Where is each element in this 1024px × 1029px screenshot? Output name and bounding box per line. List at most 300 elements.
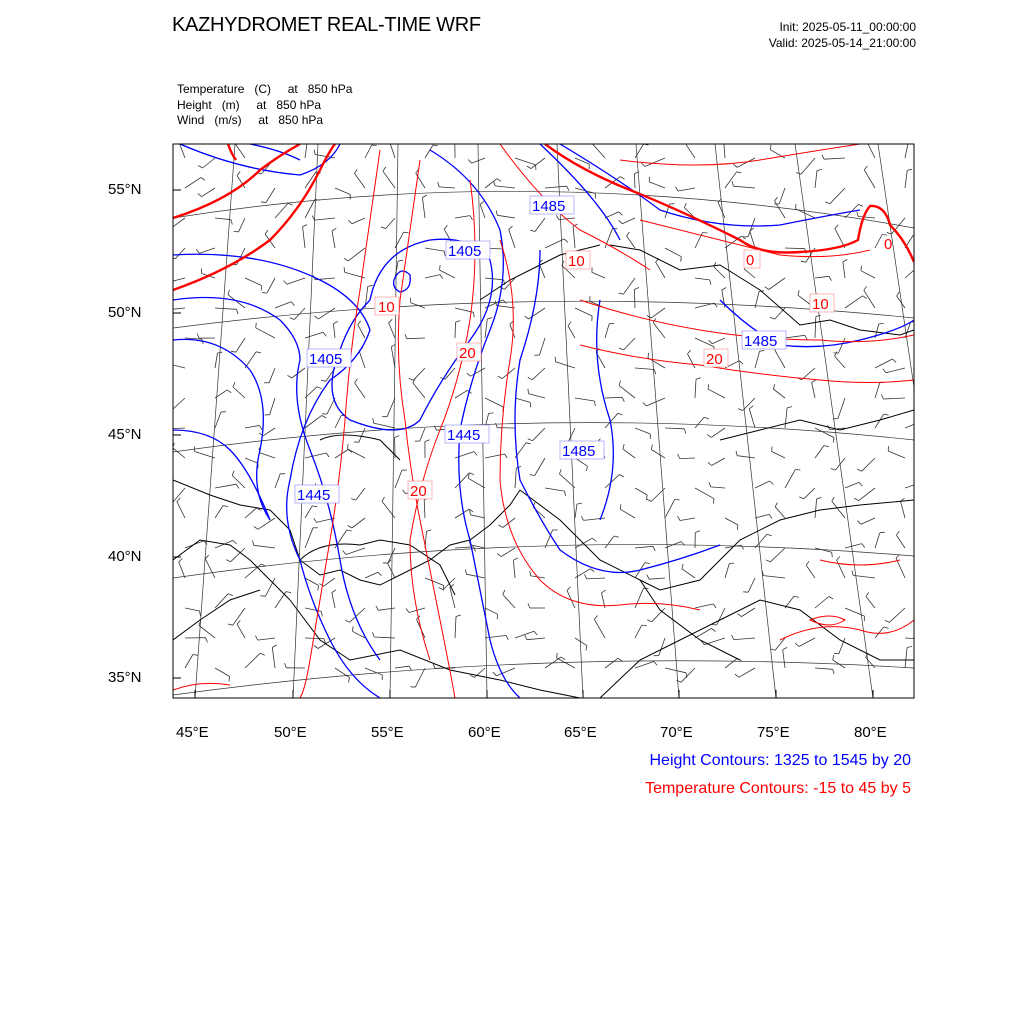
wind-barb-feather	[409, 378, 414, 380]
zero-isotherm	[173, 144, 914, 290]
wind-barb-feather	[620, 177, 624, 180]
wind-barb-feather	[647, 575, 649, 580]
wind-barb-feather	[739, 361, 743, 364]
wind-barb	[785, 248, 805, 249]
wind-barb	[739, 668, 755, 677]
wind-barb	[832, 501, 845, 518]
wind-barb	[529, 308, 545, 319]
temperature-label-text: 10	[812, 296, 829, 313]
wind-barb	[838, 398, 845, 419]
wind-barb	[497, 215, 515, 218]
wind-barb-feather	[722, 288, 726, 291]
wind-barb	[259, 453, 275, 458]
wind-barb-feather	[767, 534, 772, 536]
wind-barb-feather	[799, 497, 804, 499]
wind-barb	[407, 338, 425, 339]
wind-barb	[175, 248, 185, 259]
wind-barb	[455, 452, 474, 458]
wind-barb	[455, 216, 470, 218]
wind-barb	[864, 170, 875, 188]
wind-barb	[748, 578, 755, 592]
wind-barb-feather	[675, 499, 680, 500]
wind-barb-feather	[348, 220, 352, 224]
wind-barb-feather	[286, 592, 291, 593]
borders	[173, 245, 914, 698]
wind-barb-feather	[864, 286, 867, 290]
wind-barb	[305, 332, 323, 338]
wind-barb-feather	[503, 300, 507, 304]
wind-barb-feather	[712, 625, 717, 626]
wind-barb-feather	[505, 454, 508, 458]
wind-barb	[799, 638, 815, 647]
wind-barb	[845, 482, 859, 488]
wind-barb	[656, 262, 665, 278]
wind-barb-feather	[409, 666, 411, 670]
wind-barb-feather	[218, 352, 223, 353]
wind-barb	[425, 248, 444, 251]
wind-barb-feather	[812, 380, 816, 383]
wind-barb-feather	[709, 482, 711, 487]
wind-barb-feather	[682, 564, 683, 569]
wind-barb-feather	[924, 481, 927, 485]
wind-barb-feather	[884, 627, 889, 629]
wind-barb	[178, 141, 185, 158]
wind-barb	[688, 354, 696, 368]
wind-barb	[355, 383, 365, 398]
wind-barb	[875, 235, 882, 249]
height-label	[445, 425, 489, 444]
wind-barb-feather	[347, 530, 352, 531]
wind-barb-feather	[288, 375, 292, 378]
wind-barb-feather	[884, 414, 889, 415]
wind-barb-feather	[389, 319, 393, 323]
height-label	[560, 441, 604, 460]
wind-barb-feather	[783, 647, 787, 649]
wind-barb	[575, 504, 577, 518]
wind-barb	[374, 423, 395, 428]
wind-barb	[245, 278, 262, 286]
wind-barb	[540, 338, 546, 355]
wind-barb-feather	[585, 574, 587, 579]
wind-barb-feather	[857, 521, 861, 525]
wind-barb-feather	[223, 506, 228, 507]
wind-barb-feather	[285, 663, 287, 668]
wind-barb-feather	[858, 204, 863, 206]
wind-barb-feather	[568, 322, 571, 326]
wind-barb-feather	[323, 332, 326, 336]
wind-barb-feather	[882, 235, 887, 236]
wind-barb-feather	[713, 604, 716, 608]
wind-barb-feather	[229, 677, 230, 682]
wind-barb	[388, 548, 395, 563]
wind-barb	[305, 415, 322, 428]
wind-barb-feather	[198, 194, 202, 197]
wind-barb-feather	[284, 281, 287, 285]
wind-barb-feather	[619, 381, 621, 386]
wind-barb-feather	[737, 614, 741, 617]
wind-barb	[239, 218, 245, 232]
height-label-text: 1445	[447, 427, 480, 444]
wind-barb	[905, 266, 919, 278]
wind-barb-feather	[376, 606, 379, 610]
wind-barb-feather	[333, 321, 337, 323]
wind-barb	[545, 488, 565, 491]
wind-barb	[725, 564, 729, 579]
wind-barb-feather	[496, 423, 498, 428]
wind-barb-feather	[622, 397, 624, 402]
wind-barb-feather	[260, 596, 265, 597]
wind-barb	[862, 458, 875, 471]
wind-barb	[166, 308, 185, 310]
height-label	[530, 196, 574, 215]
wind-barb-feather	[835, 225, 838, 229]
wind-barb-feather	[590, 569, 594, 572]
wind-barb-feather	[565, 491, 566, 496]
wind-barb-feather	[372, 145, 377, 146]
wind-barb-feather	[773, 384, 774, 389]
wind-barb	[203, 158, 215, 168]
lon-label-80e: 80°E	[854, 724, 887, 741]
wind-barb	[358, 325, 365, 338]
wind-barb	[775, 350, 785, 368]
wind-barb-feather	[817, 498, 822, 499]
wind-barb	[455, 473, 469, 488]
wind-barb	[652, 608, 665, 622]
wind-barb-feather	[695, 531, 700, 533]
wind-barb	[348, 248, 365, 261]
wind-barb	[245, 653, 260, 668]
wind-barb-feather	[307, 140, 312, 141]
wind-barb-feather	[619, 212, 623, 216]
wind-barb	[305, 200, 315, 219]
wind-barb	[853, 575, 875, 578]
wind-barb-feather	[654, 662, 657, 666]
wind-barb-feather	[237, 620, 240, 624]
wind-barb-feather	[474, 452, 477, 456]
wind-barb	[775, 507, 785, 518]
lon-label-75e: 75°E	[757, 724, 790, 741]
wind-barb-feather	[678, 516, 681, 520]
wind-barb	[287, 278, 305, 284]
wind-barb-feather	[526, 443, 531, 444]
wind-barb	[801, 158, 815, 174]
wind-barb	[185, 655, 193, 669]
wind-barb	[575, 638, 587, 646]
init-time: Init: 2025-05-11_00:00:00	[769, 19, 916, 35]
wind-barb	[864, 290, 875, 308]
wind-barb-feather	[440, 275, 443, 279]
wind-barb-feather	[168, 501, 173, 503]
temperature-label	[566, 251, 590, 270]
wind-barb	[605, 397, 622, 398]
wind-barb	[267, 278, 275, 293]
wind-barb	[755, 481, 770, 488]
wind-barb	[624, 338, 635, 350]
wind-barb-feather	[383, 167, 386, 171]
wind-barb-feather	[237, 309, 239, 314]
wind-barb	[649, 578, 665, 579]
wind-barb-feather	[348, 444, 349, 449]
wind-barb	[531, 158, 545, 169]
wind-barb-feather	[648, 353, 649, 358]
wind-barb	[695, 278, 710, 280]
wind-barb	[770, 548, 785, 562]
wind-barb	[348, 449, 365, 458]
wind-barb	[172, 398, 185, 410]
wind-barb-feather	[749, 406, 753, 409]
wind-barb	[835, 356, 845, 368]
wind-barb-feather	[775, 197, 778, 201]
wind-barb-feather	[678, 454, 680, 459]
wind-barb-feather	[312, 506, 317, 507]
wind-barb	[333, 324, 335, 338]
wind-barb-feather	[530, 230, 535, 231]
wind-barb	[695, 604, 713, 608]
wind-barb	[695, 303, 714, 308]
wind-barb	[532, 428, 545, 441]
wind-barb-feather	[528, 389, 529, 394]
wind-barb-feather	[231, 351, 236, 352]
wind-barb-feather	[321, 380, 326, 381]
wind-barb-feather	[737, 172, 742, 173]
wind-barb-feather	[260, 653, 265, 655]
wind-barb-feather	[398, 260, 403, 261]
wind-barb	[888, 451, 905, 458]
wind-barb-feather	[487, 318, 492, 319]
wind-barb	[845, 608, 864, 616]
wind-barb	[164, 363, 185, 368]
wind-barb-feather	[164, 279, 167, 283]
wind-barb-feather	[440, 265, 441, 270]
chart-title: KAZHYDROMET REAL-TIME WRF	[172, 14, 481, 37]
wind-barb	[235, 143, 245, 158]
wind-barb-feather	[654, 370, 656, 375]
wind-barb-feather	[206, 638, 208, 643]
wind-barb	[744, 269, 755, 278]
wind-barb-feather	[353, 626, 354, 631]
wind-barb	[763, 576, 785, 578]
wind-barb-feather	[312, 216, 314, 221]
wind-barb	[748, 218, 755, 237]
wind-barb	[695, 379, 696, 398]
wind-barb	[245, 564, 261, 578]
wind-barb	[649, 182, 665, 188]
wind-barb-feather	[770, 145, 771, 150]
wind-barb-feather	[469, 473, 474, 475]
wind-barb-feather	[530, 571, 531, 576]
wind-barb	[515, 158, 536, 165]
wind-barb-feather	[732, 181, 733, 186]
wind-barb	[471, 368, 486, 376]
wind-barb	[395, 470, 402, 488]
wind-barb-feather	[343, 551, 346, 555]
wind-barb	[305, 638, 324, 639]
wind-barb-feather	[318, 585, 319, 590]
wind-barb-feather	[833, 438, 834, 443]
wind-barb-feather	[303, 225, 307, 227]
wind-barb	[556, 362, 576, 368]
wind-barb	[712, 338, 725, 344]
wind-barb	[605, 658, 618, 668]
wind-barb	[470, 545, 485, 548]
wind-barb-feather	[688, 350, 691, 354]
wind-barb-feather	[444, 225, 447, 229]
wind-barb-feather	[291, 302, 294, 306]
wind-barb	[215, 218, 231, 220]
wind-barb-feather	[822, 155, 824, 160]
wind-barb	[859, 488, 875, 501]
wind-barb-feather	[205, 555, 208, 559]
wind-barb	[529, 394, 546, 398]
wind-barb	[335, 415, 341, 428]
wind-barb	[215, 308, 237, 309]
wind-barb-feather	[567, 587, 570, 591]
wind-barb-feather	[499, 525, 503, 528]
wind-barb	[470, 515, 485, 518]
wind-barb	[332, 593, 335, 609]
lon-label-50e: 50°E	[274, 724, 307, 741]
wind-barb	[495, 186, 515, 188]
wind-barb-feather	[861, 266, 862, 271]
wind-barb	[177, 502, 185, 518]
field-wind: Wind (m/s) at 850 hPa	[177, 113, 352, 129]
wind-barb	[391, 347, 395, 368]
wind-barb	[587, 578, 605, 579]
wind-barb	[315, 218, 336, 220]
wind-barb	[755, 534, 767, 548]
wind-barb	[332, 231, 335, 248]
wind-barb-feather	[561, 657, 565, 660]
wind-barb-feather	[919, 266, 924, 268]
wind-barb	[305, 453, 326, 458]
wind-barb	[468, 478, 485, 488]
wind-barb	[485, 608, 498, 614]
height-label	[307, 349, 351, 368]
wind-barb	[275, 302, 291, 308]
height-label-text: 1405	[309, 351, 342, 368]
wind-barb	[215, 668, 230, 677]
wind-barb	[535, 218, 545, 232]
temperature-label-text: 10	[568, 253, 585, 270]
height-label	[446, 241, 490, 260]
wind-barb	[681, 668, 695, 682]
wind-barb	[324, 578, 335, 586]
wind-barb-feather	[326, 453, 329, 457]
wind-barb-feather	[829, 597, 833, 599]
wind-barb-feather	[560, 469, 562, 474]
wind-barb-feather	[470, 510, 471, 515]
wind-barb-feather	[503, 590, 505, 595]
wind-barb	[424, 500, 425, 518]
wind-barb	[515, 398, 530, 402]
wind-barb-feather	[623, 444, 624, 449]
lon-label-65e: 65°E	[564, 724, 597, 741]
wind-barb-feather	[594, 401, 595, 406]
wind-barb	[875, 383, 880, 398]
wind-barb-feather	[474, 312, 475, 317]
wind-barb-feather	[314, 646, 318, 649]
wind-barb-feather	[801, 261, 806, 262]
wind-barb	[545, 186, 567, 188]
wind-barb-feather	[164, 306, 166, 310]
height-label-text: 1485	[532, 198, 565, 215]
temperature-label	[457, 343, 481, 362]
wind-barb-feather	[480, 201, 484, 204]
wind-barb-feather	[228, 290, 230, 295]
wind-barb-feather	[837, 556, 841, 560]
wind-barb-feather	[468, 160, 471, 164]
wind-barb-feather	[713, 499, 714, 504]
wind-barb-feather	[530, 402, 531, 407]
wind-barb-feather	[233, 382, 235, 387]
wind-barb-feather	[832, 552, 833, 557]
wind-barb	[455, 547, 474, 548]
wind-barb-feather	[493, 672, 497, 676]
wind-barb-feather	[256, 323, 257, 328]
wind-barb	[269, 368, 275, 383]
wind-barb-feather	[852, 571, 853, 576]
wind-barb	[584, 518, 605, 520]
wind-barb	[480, 204, 485, 218]
wind-barb-feather	[641, 163, 644, 167]
wind-barb-feather	[290, 318, 295, 320]
wind-barb-feather	[798, 290, 799, 295]
height-label-text: 1485	[744, 333, 777, 350]
wind-barb-feather	[497, 179, 501, 182]
wind-barb-feather	[455, 138, 460, 140]
wind-barb	[815, 317, 816, 338]
wind-barb	[680, 518, 695, 521]
wind-barb-feather	[647, 620, 652, 622]
wind-barb-feather	[883, 369, 886, 373]
valid-time: Valid: 2025-05-14_21:00:00	[769, 35, 916, 51]
temperature-label	[744, 250, 760, 269]
wind-barb	[305, 506, 312, 518]
wind-barb	[305, 528, 313, 548]
wind-barb	[635, 588, 644, 608]
wind-barb	[635, 546, 653, 548]
wind-barb	[815, 171, 817, 188]
wind-barb-feather	[868, 140, 871, 144]
wind-barb-feather	[653, 546, 655, 551]
wind-barb-feather	[438, 182, 439, 187]
wind-barb	[575, 398, 594, 401]
wind-barb-feather	[355, 379, 358, 383]
wind-barb	[741, 608, 755, 617]
wind-barb	[775, 308, 785, 319]
wind-barb-feather	[881, 395, 883, 400]
wind-barb	[743, 398, 755, 411]
wind-barb	[439, 187, 455, 188]
wind-barb	[733, 186, 755, 188]
wind-barb-feather	[348, 678, 349, 683]
wind-barb	[623, 278, 635, 294]
temperature-label-text: 10	[378, 299, 395, 316]
lat-label-40n: 40°N	[108, 548, 142, 565]
wind-barb-feather	[760, 351, 765, 352]
wind-barb-feather	[497, 554, 501, 557]
lon-label-45e: 45°E	[176, 724, 209, 741]
wind-barb	[455, 390, 468, 398]
wind-barb-feather	[232, 471, 234, 476]
wind-barb-feather	[769, 514, 772, 518]
wind-barb	[605, 324, 609, 338]
wind-barb	[346, 548, 365, 555]
wind-barb	[824, 158, 845, 159]
wind-barb-feather	[577, 503, 582, 504]
wind-barb	[319, 308, 336, 319]
wind-barb	[665, 668, 686, 673]
